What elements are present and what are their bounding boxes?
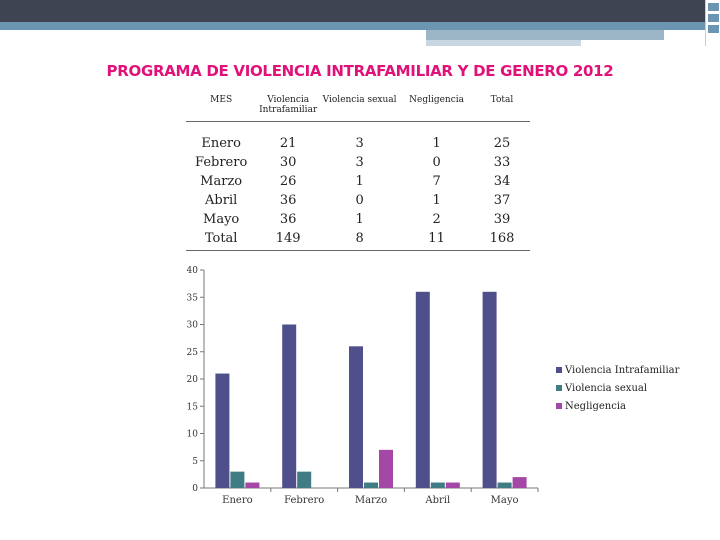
bar-3-enero [245, 483, 259, 488]
cell-value: 26 [279, 174, 297, 189]
cell-value: 21 [279, 136, 297, 151]
cell-value: 8 [320, 229, 399, 251]
y-tick-label: 5 [192, 456, 198, 467]
y-tick-label: 10 [186, 429, 198, 440]
y-tick-label: 40 [186, 266, 198, 276]
bar-2-febrero [297, 472, 311, 488]
bar-2-abril [431, 483, 445, 488]
y-tick-label: 25 [186, 347, 198, 358]
x-tick-label: Marzo [354, 495, 388, 506]
bar-3-marzo [379, 450, 393, 488]
cell-value: 149 [256, 229, 320, 251]
cell-value: 33 [493, 155, 511, 170]
cell-value: 7 [432, 174, 441, 189]
bar-1-enero [215, 374, 229, 488]
legend-label: Violencia Intrafamiliar [565, 364, 680, 376]
x-tick-label: Mayo [490, 495, 519, 506]
y-tick-label: 20 [186, 375, 198, 385]
cell-value: 37 [493, 193, 511, 208]
slide-title: PROGRAMA DE VIOLENCIA INTRAFAMILIAR Y DE GENERO 2012 [106, 62, 614, 80]
cell-value: 0 [432, 155, 441, 170]
legend-swatch-0 [556, 367, 562, 373]
x-tick-label: Febrero [284, 495, 325, 506]
cell-value: 1 [355, 174, 364, 189]
cell-value: 1 [355, 212, 364, 227]
header-violencia-intrafamiliar: Violencia Intrafamiliar [256, 92, 320, 122]
cell-value: 168 [474, 229, 530, 251]
y-tick-label: 35 [186, 293, 198, 304]
chart-legend [556, 361, 679, 415]
cell-month: Abril [205, 193, 238, 208]
header-total: Total [474, 92, 530, 122]
cell-month: Febrero [195, 155, 248, 170]
cell-month: Enero [201, 136, 241, 151]
cell-value: 0 [355, 193, 364, 208]
cell-value: 25 [493, 136, 511, 151]
cell-month: Marzo [200, 174, 243, 189]
x-tick-label: Enero [222, 495, 253, 506]
cell-value: 11 [399, 229, 474, 251]
cell-value: 1 [432, 136, 441, 151]
cell-value: 36 [279, 212, 297, 227]
cell-value: 34 [493, 174, 511, 189]
legend-item [556, 361, 679, 379]
legend-item [556, 397, 679, 415]
cell-month: Total [186, 229, 256, 251]
header-violencia-sexual: Violencia sexual [320, 92, 399, 122]
bar-1-marzo [349, 346, 363, 488]
bar-2-mayo [498, 483, 512, 488]
bar-1-mayo [483, 292, 497, 488]
x-tick-label: Abril [425, 495, 451, 506]
legend-swatch-2 [556, 403, 562, 409]
cell-value: 2 [432, 212, 441, 227]
cell-value: 39 [493, 212, 511, 227]
bar-1-abril [416, 292, 430, 488]
header-mes: MES [186, 92, 256, 122]
bar-2-marzo [364, 483, 378, 488]
legend-item [556, 379, 679, 397]
cell-value: 3 [355, 136, 364, 151]
bar-2-enero [230, 472, 244, 488]
bar-3-mayo [513, 477, 527, 488]
legend-label: Violencia sexual [565, 382, 648, 394]
header-negligencia: Negligencia [399, 92, 474, 122]
cell-value: 1 [432, 193, 441, 208]
cell-value: 36 [279, 193, 297, 208]
y-tick-label: 15 [186, 402, 198, 413]
cell-month: Mayo [203, 212, 240, 227]
cell-value: 3 [355, 155, 364, 170]
bar-3-abril [446, 483, 460, 488]
cell-value: 30 [279, 155, 297, 170]
bar-1-febrero [282, 325, 296, 489]
legend-swatch-1 [556, 385, 562, 391]
y-tick-label: 30 [186, 320, 198, 331]
legend-label: Negligencia [565, 400, 626, 412]
y-tick-label: 0 [192, 484, 198, 494]
